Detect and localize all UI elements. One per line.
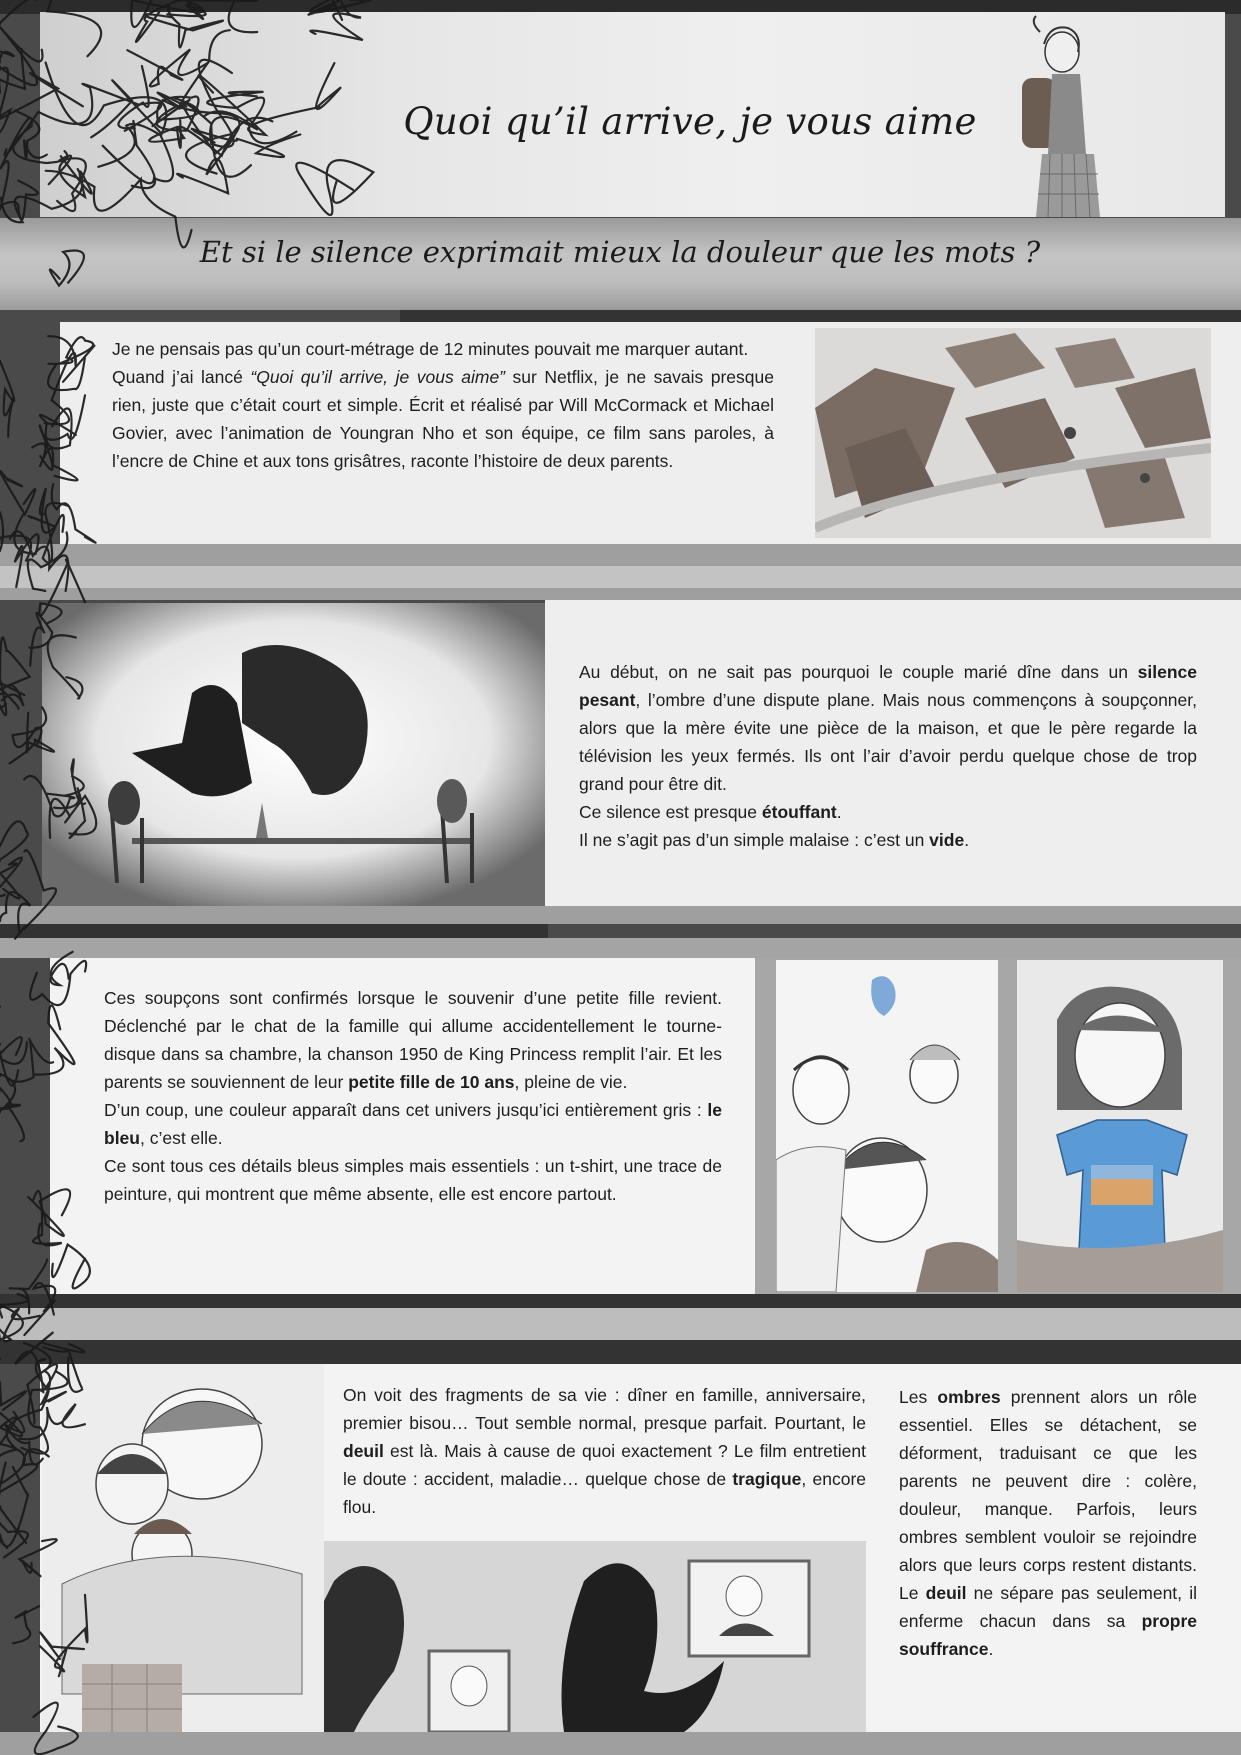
emphasis: le bleu — [104, 1100, 722, 1148]
paragraph — [104, 984, 722, 1096]
text-run: . — [988, 1639, 994, 1659]
scribble-stroke — [0, 1037, 27, 1064]
scribble-stroke — [0, 821, 28, 896]
text-run: D’un coup, une couleur apparaît dans cet univers jusqu’ici entièrement gris : — [104, 1100, 708, 1120]
emphasis: tragique — [732, 1469, 802, 1489]
text-run: Ce silence est presque — [579, 802, 762, 822]
page-subtitle: Et si le silence exprimait mieux la douleur que les mots ? — [199, 235, 1041, 269]
section1-text — [112, 335, 774, 475]
emphasis: deuil — [343, 1441, 384, 1461]
divider-strip — [0, 566, 1241, 588]
paragraph — [112, 363, 774, 475]
divider-strip — [0, 1340, 1241, 1364]
text-run: . — [964, 830, 970, 850]
girl-illustration — [1000, 14, 1120, 217]
scribble-stroke — [0, 858, 22, 899]
scribble-stroke — [0, 1007, 18, 1086]
scribble-stroke — [13, 1606, 39, 1643]
scribble-stroke — [10, 1038, 53, 1081]
text-run: Ces soupçons sont confirmés lorsque le souvenir d’une petite fille revient. Déclenché par le chat de la famille qui allume accidentellement le tourne-disque dans sa chambre, la chanson 1950 de King Princess remplit l’air. Et les parents se souviennent de leur — [104, 988, 722, 1092]
text-run: prennent alors un rôle essentiel. Elles se détachent, se déforment, traduisant ce que les parents ne peuvent dire : colère, douleur, manque. Parfois, leurs ombres semblent vouloir se rejoindre alors que leurs corps restent distants. Le — [899, 1387, 1197, 1603]
emphasis: propre souffrance — [899, 1611, 1197, 1659]
paragraph — [579, 798, 1197, 826]
paragraph — [579, 826, 1197, 854]
divider-strip — [0, 938, 1241, 958]
emphasis: vide — [929, 830, 965, 850]
scribble-stroke — [0, 1467, 28, 1548]
text-run: , l’ombre d’une dispute plane. Mais nous commençons à soupçonner, alors que la mère évite une pièce de la maison, et que le père regarde la télévision les yeux fermés. Ils ont l’air d’avoir perdu quelque chose de trop grand pour être dit. — [579, 690, 1197, 794]
paragraph — [899, 1383, 1197, 1663]
emphasis: petite fille de 10 ans — [348, 1072, 515, 1092]
family-hug-image — [42, 1364, 324, 1732]
emphasis: silence pesant — [579, 662, 1197, 710]
text-run: sur Netflix, je ne savais presque rien, juste que c’était court et simple. Écrit et réalisé par Will McCormack et Michael Govier, avec l’animation de Youngran Nho et son équipe, ce film sans paroles, à l’encre de Chine et aux tons grisâtres, raconte l’histoire de deux parents. — [112, 367, 774, 471]
section4-middle-text — [343, 1381, 866, 1521]
scribble-stroke — [0, 27, 42, 93]
text-run: , c’est elle. — [139, 1128, 223, 1148]
divider-strip — [0, 544, 1241, 566]
bottom-band — [0, 1732, 1241, 1755]
scribble-stroke — [0, 1088, 24, 1141]
paragraph: Je ne pensais pas qu’un court-métrage de 12 minutes pouvait me marquer autant. — [112, 339, 749, 359]
emphasis: ombres — [937, 1387, 1001, 1407]
text-run: Au début, on ne sait pas pourquoi le couple marié dîne dans un — [579, 662, 1138, 682]
emphasis: deuil — [925, 1583, 967, 1603]
text-run: Les — [899, 1387, 938, 1407]
scribble-stroke — [0, 1501, 28, 1557]
divider-strip — [0, 924, 548, 938]
scribble-stroke — [5, 1412, 43, 1465]
section3-text — [104, 984, 722, 1208]
scribble-stroke — [0, 1074, 15, 1125]
scribble-stroke — [0, 637, 30, 694]
film-title-quote: “Quoi qu’il arrive, je vous aime” — [250, 367, 506, 387]
scribble-stroke — [0, 1413, 25, 1483]
paragraph — [343, 1381, 866, 1521]
text-run: , pleine de vie. — [514, 1072, 628, 1092]
dinner-shadows-image — [42, 603, 545, 906]
text-run: , encore flou. — [343, 1469, 867, 1517]
scribble-stroke — [28, 488, 55, 533]
scribble-stroke — [2, 685, 24, 709]
paragraph — [579, 658, 1197, 798]
divider-strip — [0, 1294, 1241, 1308]
paragraph — [104, 1096, 722, 1152]
text-run: Quand j’ai lancé — [112, 367, 251, 387]
divider-strip — [0, 588, 1241, 600]
text-run: ne sépare pas seulement, il enferme chacun dans sa — [899, 1583, 1197, 1631]
text-run: . — [836, 802, 842, 822]
emphasis: étouffant — [761, 802, 837, 822]
section2-text — [579, 658, 1197, 854]
scribble-stroke — [0, 361, 14, 437]
scribble-stroke — [0, 471, 35, 514]
page-title: Quoi qu’il arrive, je vous aime — [403, 100, 977, 143]
family-selfie-image — [776, 960, 998, 1292]
scribble-stroke — [0, 39, 25, 89]
shadows-frames-image — [324, 1541, 866, 1732]
scribble-stroke — [0, 677, 24, 715]
divider-strip — [0, 1308, 1241, 1340]
divider-strip — [0, 906, 1241, 924]
village-aerial-image — [815, 328, 1211, 538]
scribble-stroke — [0, 1358, 26, 1410]
text-run: On voit des fragments de sa vie : dîner en famille, anniversaire, premier bisou… Tout semble normal, presque parfait. Pourtant, le — [343, 1385, 866, 1433]
text-run: est là. Mais à cause de quoi exactement ? Le film entretient le doute : accident, maladie… quelque chose de — [343, 1441, 866, 1489]
paragraph: Ce sont tous ces détails bleus simples mais essentiels : un t-shirt, une trace de peinture, qui montrent que même absente, elle est encore partout. — [104, 1156, 722, 1204]
text-run: Il ne s’agit pas d’un simple malaise : c’est un — [579, 830, 930, 850]
section4-right-text — [899, 1383, 1197, 1663]
scribble-stroke — [0, 181, 38, 220]
girl-blue-tshirt-image — [1017, 960, 1223, 1292]
